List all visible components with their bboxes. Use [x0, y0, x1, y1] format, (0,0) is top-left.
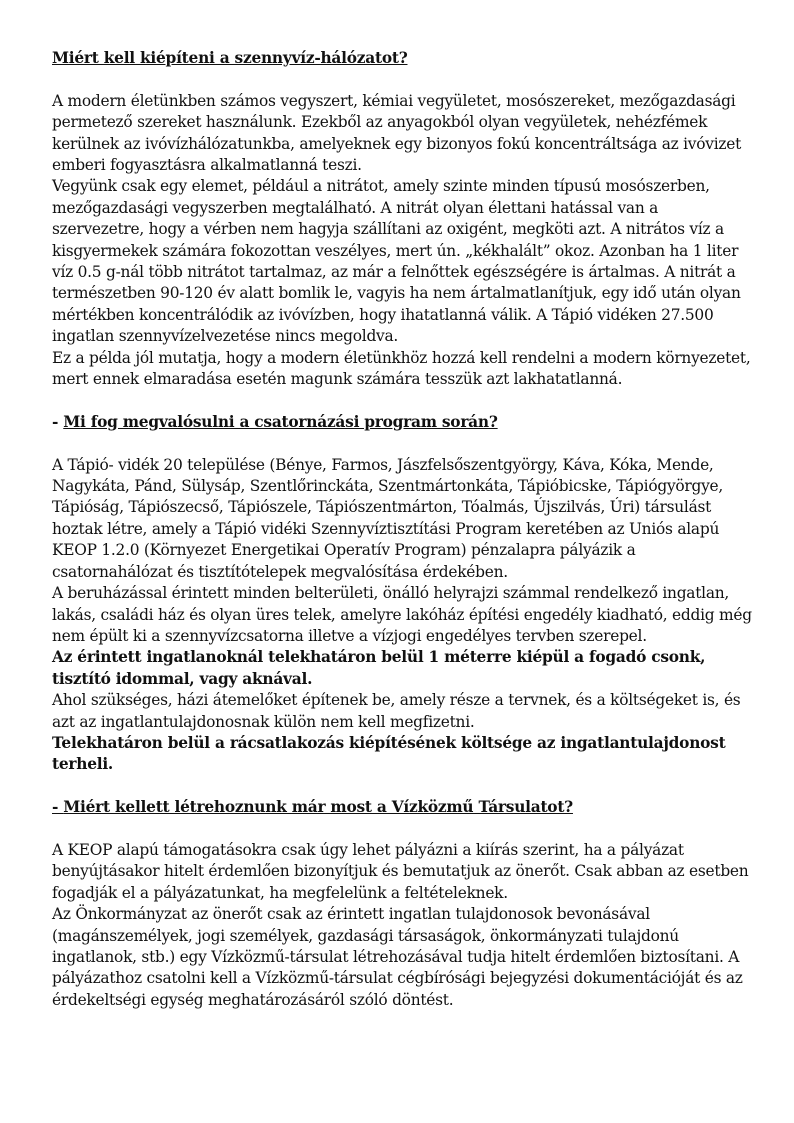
spacer [52, 390, 754, 411]
heading-prefix: - [52, 798, 64, 817]
paragraph-affected-properties: A beruházással érintett minden belterületi, önálló helyrajzi számmal rendelkező ingatlan, lakás, családi ház és olyan üres telek, amelyre lakóház építési engedély kiadható, eddig még nem épült ki a szennyvízcsatorna illetve a vízjogi engedélyes tervben szerepel. [52, 584, 752, 645]
section-heading-why-sewer [52, 48, 754, 69]
paragraph-owner-cost: Telekhatáron belül a rácsatlakozás kiépítésének költsége az ingatlantulajdonost terheli. [52, 733, 726, 774]
paragraph-nitrate: Vegyünk csak egy elemet, például a nitrátot, amely szinte minden típusú mosószerben, mezőgazdasági vegyszerben megtalálható. A nitrát olyan élettani hatással van a szervezetre, hogy a vérben nem hagyja szállítani az oxigént, megköti azt. A nitrátos víz a kisgyermekek számára fokozottan veszélyes, mert ún. „kékhalált” okoz. Azonban ha 1 liter víz 0.5 g-nál több nitrátot tartalmaz, az már a felnőttek egészségére is ártalmas. A nitrát a természetben 90-120 év alatt bomlik le, vagyis ha nem ártalmatlanítjuk, egy idő után olyan mértékben koncentrálódik az ivóvízben, hogy ihatatlanná válik. A Tápió vidéken 27.500 ingatlan szennyvízelvezetése nincs megoldva. [52, 177, 741, 346]
heading-text: Miért kell kiépíteni a szennyvíz-hálózatot? [52, 49, 408, 67]
paragraph-settlements: A Tápió- vidék 20 települése (Bénye, Farmos, Jászfelsőszentgyörgy, Káva, Kóka, Mende, Nagykáta, Pánd, Sülysáp, Szentlőrinckáta, Szentmártonkáta, Tápióbicske, Tápiógyörgye, Tápióság, Tápiószecső, Tápiószele, Tápiószentmárton, Tóalmás, Újszilvás, Úri) társulást hoztak létre, amely a Tápió vidéki Szennyvíztisztítási Program keretében az Uniós alapú KEOP 1.2.0 (Környezet Energetikai Operatív Program) pénzalapra pályázik a csatornahálózat és tisztítótelepek megvalósítása érdekében. [52, 455, 724, 581]
heading-text: Mi fog megvalósulni a csatornázási program során? [63, 412, 498, 431]
paragraph-intro: A modern életünkben számos vegyszert, kémiai vegyületet, mosószereket, mezőgazdasági permetező szereket használunk. Ezekből az anyagokból olyan vegyületek, nehézfémek kerülnek az ivóvízhálózatunkba, amelyeknek egy bizonyos fokú koncentráltsága az ivóvizet emberi fogyasztásra alkalmatlanná teszi. [52, 91, 742, 175]
spacer [52, 433, 754, 454]
document-page [52, 48, 754, 1011]
section-heading-program [52, 412, 754, 433]
heading-text: Miért kellett létrehoznunk már most a Vízközmű Társulatot? [63, 798, 573, 817]
heading-text-full [52, 798, 573, 816]
section-heading-water-utility [52, 797, 754, 818]
paragraph-municipality-funding: Az Önkormányzat az önerőt csak az érintett ingatlan tulajdonosok bevonásával (magánszemélyek, jogi személyek, gazdasági társaságok, önkormányzati tulajdonú ingatlanok, stb.) egy Vízközmű-társulat létrehozásával tudja hitelt érdemlően biztosítani. A pályázathoz csatolni kell a Vízközmű-társulat cégbírósági bejegyzési dokumentációját és az érdekeltségi egység meghatározásáról szóló döntést. [52, 905, 743, 1009]
spacer [52, 819, 754, 840]
paragraph-keop-conditions: A KEOP alapú támogatásokra csak úgy lehet pályázni a kiírás szerint, ha a pályázat benyújtásakor hitelt érdemlően bizonyítjuk és bemutatjuk az önerőt. Csak abban az esetben fogadják el a pályázatunkat, ha megfelelünk a feltételeknek. [52, 840, 749, 902]
spacer [52, 776, 754, 797]
paragraph-connection-stub: Az érintett ingatlanoknál telekhatáron belül 1 méterre kiépül a fogadó csonk, tisztító idommal, vagy aknával. [52, 648, 706, 688]
paragraph-conclusion: Ez a példa jól mutatja, hogy a modern életünkhöz hozzá kell rendelni a modern környezetet, mert ennek elmaradása esetén magunk számára tesszük azt lakhatatlanná. [52, 348, 751, 389]
heading-prefix: - [52, 412, 64, 431]
paragraph-pumps: Ahol szükséges, házi átemelőket építenek be, amely része a tervnek, és a költségeket is, és azt az ingatlantulajdonosnak külön nem kell megfizetni. [52, 691, 741, 731]
spacer [52, 69, 754, 90]
